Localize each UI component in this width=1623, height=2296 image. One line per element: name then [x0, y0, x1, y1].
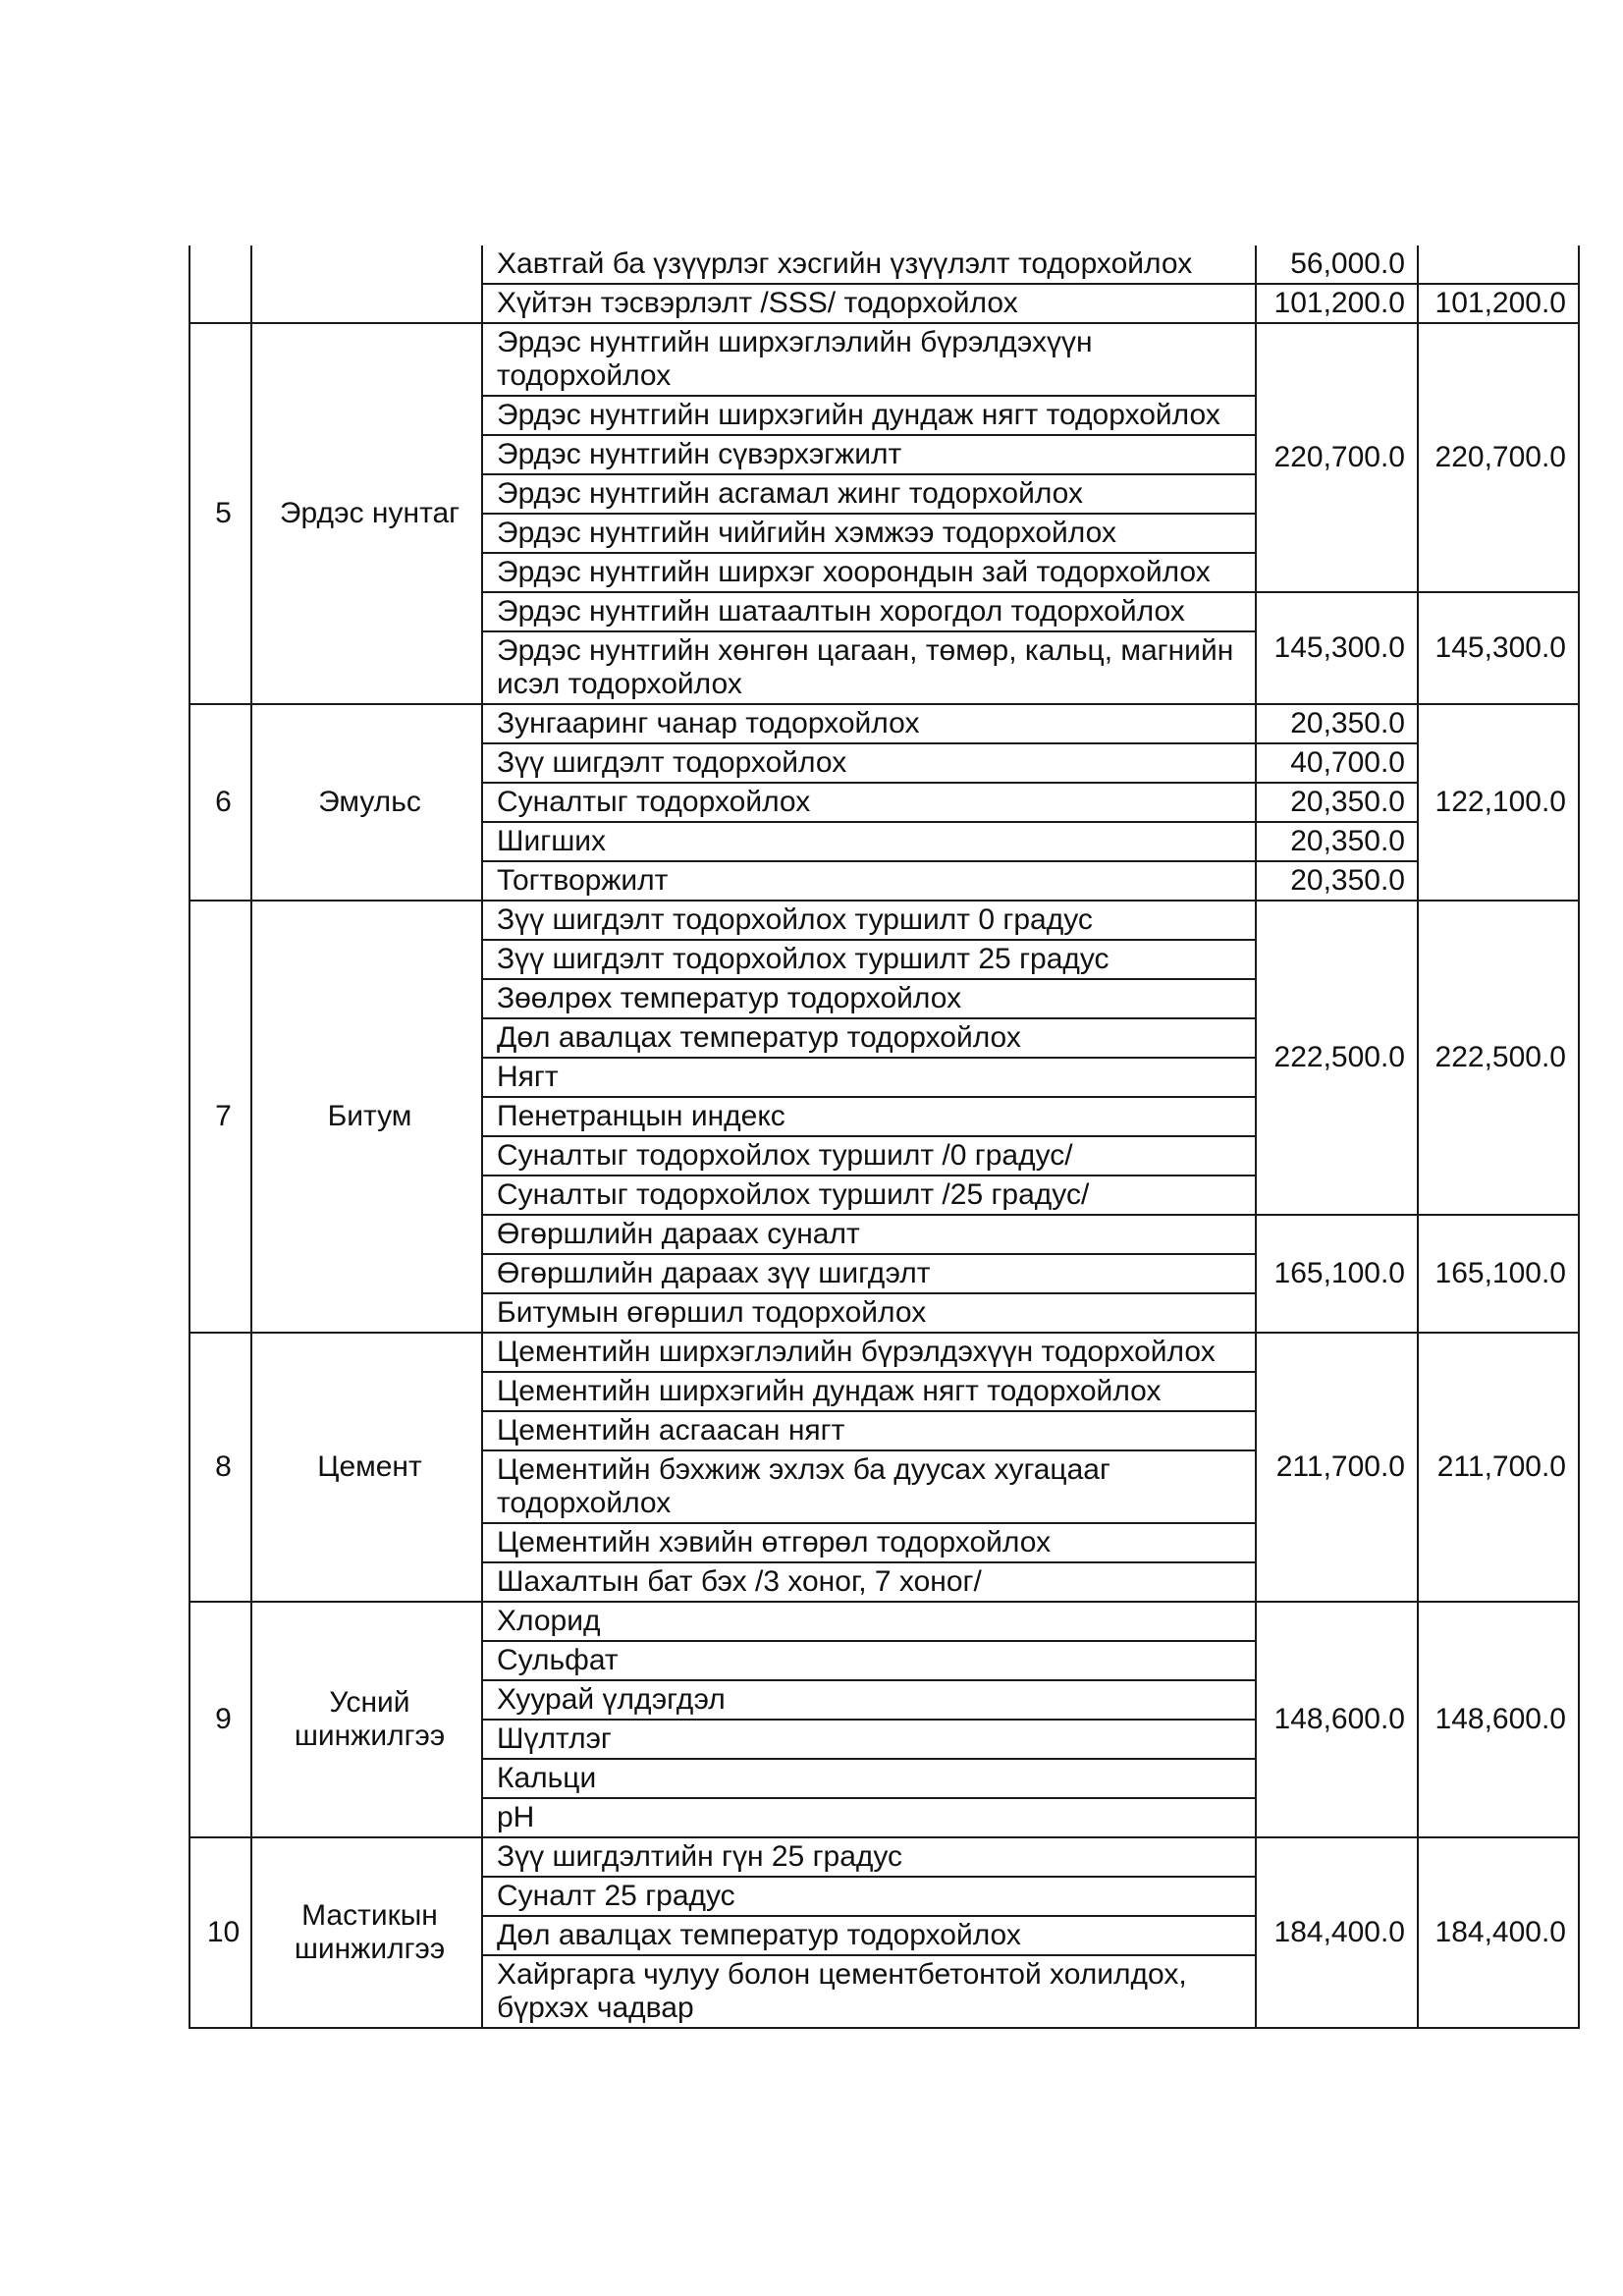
total-cell: [1418, 246, 1579, 284]
price-cell: 20,350.0: [1256, 704, 1418, 743]
price-cell: 165,100.0: [1256, 1215, 1418, 1333]
group-number: [189, 246, 251, 323]
test-name: Кальци: [482, 1759, 1256, 1798]
group-name: [251, 246, 482, 323]
table-row: [189, 704, 1579, 743]
group-name: Цемент: [251, 1333, 482, 1602]
price-cell: 20,350.0: [1256, 822, 1418, 861]
price-cell: 220,700.0: [1256, 323, 1418, 592]
test-name: Суналт 25 градус: [482, 1877, 1256, 1916]
test-name: Цементийн бэхжиж эхлэх ба дуусах хугацааг тодорхойлох: [482, 1450, 1256, 1523]
group-number: 7: [189, 901, 251, 1333]
test-name: Өгөршлийн дараах суналт: [482, 1215, 1256, 1254]
test-name: Суналтыг тодорхойлох туршилт /25 градус/: [482, 1175, 1256, 1215]
test-name: Эрдэс нунтгийн шатаалтын хорогдол тодорхойлох: [482, 592, 1256, 631]
group-number: 10: [189, 1837, 251, 2028]
test-name: Шахалтын бат бэх /3 хоног, 7 хоног/: [482, 1562, 1256, 1602]
total-cell: 222,500.0: [1418, 901, 1579, 1215]
test-name: Шигших: [482, 822, 1256, 861]
price-cell: 20,350.0: [1256, 861, 1418, 901]
test-name: Дөл авалцах температур тодорхойлох: [482, 1018, 1256, 1058]
test-name: Эрдэс нунтгийн ширхэг хоорондын зай тодорхойлох: [482, 553, 1256, 592]
test-name: Эрдэс нунтгийн чийгийн хэмжээ тодорхойлох: [482, 514, 1256, 553]
test-name: Шүлтлэг: [482, 1720, 1256, 1759]
group-name: Эмульс: [251, 704, 482, 901]
price-cell: 20,350.0: [1256, 783, 1418, 822]
test-name: Эрдэс нунтгийн хөнгөн цагаан, төмөр, кальц, магнийн исэл тодорхойлох: [482, 631, 1256, 704]
group-name: Эрдэс нунтаг: [251, 323, 482, 704]
test-name: Цементийн хэвийн өтгөрөл тодорхойлох: [482, 1523, 1256, 1562]
table-row: [189, 1333, 1579, 1372]
price-cell: 40,700.0: [1256, 743, 1418, 783]
test-name: Өгөршлийн дараах зүү шигдэлт: [482, 1254, 1256, 1293]
test-name: Зүү шигдэлтийн гүн 25 градус: [482, 1837, 1256, 1877]
group-name: Мастикын шинжилгээ: [251, 1837, 482, 2028]
total-cell: 148,600.0: [1418, 1602, 1579, 1837]
group-name: Битум: [251, 901, 482, 1333]
test-name: Цементийн асгаасан нягт: [482, 1411, 1256, 1450]
price-cell: 145,300.0: [1256, 592, 1418, 704]
price-cell: 222,500.0: [1256, 901, 1418, 1215]
test-name: pH: [482, 1798, 1256, 1837]
total-cell: 101,200.0: [1418, 284, 1579, 323]
test-name: Суналтыг тодорхойлох туршилт /0 градус/: [482, 1136, 1256, 1175]
total-cell: 220,700.0: [1418, 323, 1579, 592]
test-name: Эрдэс нунтгийн сүвэрхэгжилт: [482, 435, 1256, 474]
test-name: Хайргарга чулуу болон цементбетонтой холилдох, бүрхэх чадвар: [482, 1955, 1256, 2028]
test-name: Эрдэс нунтгийн ширхэглэлийн бүрэлдэхүүн тодорхойлох: [482, 323, 1256, 396]
test-name: Зүү шигдэлт тодорхойлох туршилт 25 градус: [482, 940, 1256, 979]
test-name: Хүйтэн тэсвэрлэлт /SSS/ тодорхойлох: [482, 284, 1256, 323]
test-name: Хлорид: [482, 1602, 1256, 1641]
test-name: Битумын өгөршил тодорхойлох: [482, 1293, 1256, 1333]
table-row: [189, 323, 1579, 396]
total-cell: 184,400.0: [1418, 1837, 1579, 2028]
test-name: Дөл авалцах температур тодорхойлох: [482, 1916, 1256, 1955]
test-name: Зөөлрөх температур тодорхойлох: [482, 979, 1256, 1018]
test-name: Пенетранцын индекс: [482, 1097, 1256, 1136]
total-cell: 211,700.0: [1418, 1333, 1579, 1602]
test-name: Нягт: [482, 1058, 1256, 1097]
price-cell: 56,000.0: [1256, 246, 1418, 284]
price-table: [189, 246, 1580, 2029]
table-row: [189, 1602, 1579, 1641]
table-row: [189, 901, 1579, 940]
test-name: Зүү шигдэлт тодорхойлох: [482, 743, 1256, 783]
group-name: Усний шинжилгээ: [251, 1602, 482, 1837]
test-name: Сульфат: [482, 1641, 1256, 1680]
test-name: Зунгааринг чанар тодорхойлох: [482, 704, 1256, 743]
test-name: Хавтгай ба үзүүрлэг хэсгийн үзүүлэлт тодорхойлох: [482, 246, 1256, 284]
test-name: Суналтыг тодорхойлох: [482, 783, 1256, 822]
table-row: [189, 246, 1579, 284]
test-name: Зүү шигдэлт тодорхойлох туршилт 0 градус: [482, 901, 1256, 940]
price-cell: 184,400.0: [1256, 1837, 1418, 2028]
test-name: Цементийн ширхэгийн дундаж нягт тодорхойлох: [482, 1372, 1256, 1411]
test-name: Тогтворжилт: [482, 861, 1256, 901]
group-number: 5: [189, 323, 251, 704]
table-row: [189, 1837, 1579, 1877]
price-cell: 211,700.0: [1256, 1333, 1418, 1602]
total-cell: 165,100.0: [1418, 1215, 1579, 1333]
test-name: Эрдэс нунтгийн асгамал жинг тодорхойлох: [482, 474, 1256, 514]
test-name: Эрдэс нунтгийн ширхэгийн дундаж нягт тодорхойлох: [482, 396, 1256, 435]
test-name: Цементийн ширхэглэлийн бүрэлдэхүүн тодорхойлох: [482, 1333, 1256, 1372]
total-cell: 145,300.0: [1418, 592, 1579, 704]
test-name: Хуурай үлдэгдэл: [482, 1680, 1256, 1720]
group-number: 8: [189, 1333, 251, 1602]
total-cell: 122,100.0: [1418, 704, 1579, 901]
group-number: 6: [189, 704, 251, 901]
group-number: 9: [189, 1602, 251, 1837]
price-cell: 101,200.0: [1256, 284, 1418, 323]
price-cell: 148,600.0: [1256, 1602, 1418, 1837]
